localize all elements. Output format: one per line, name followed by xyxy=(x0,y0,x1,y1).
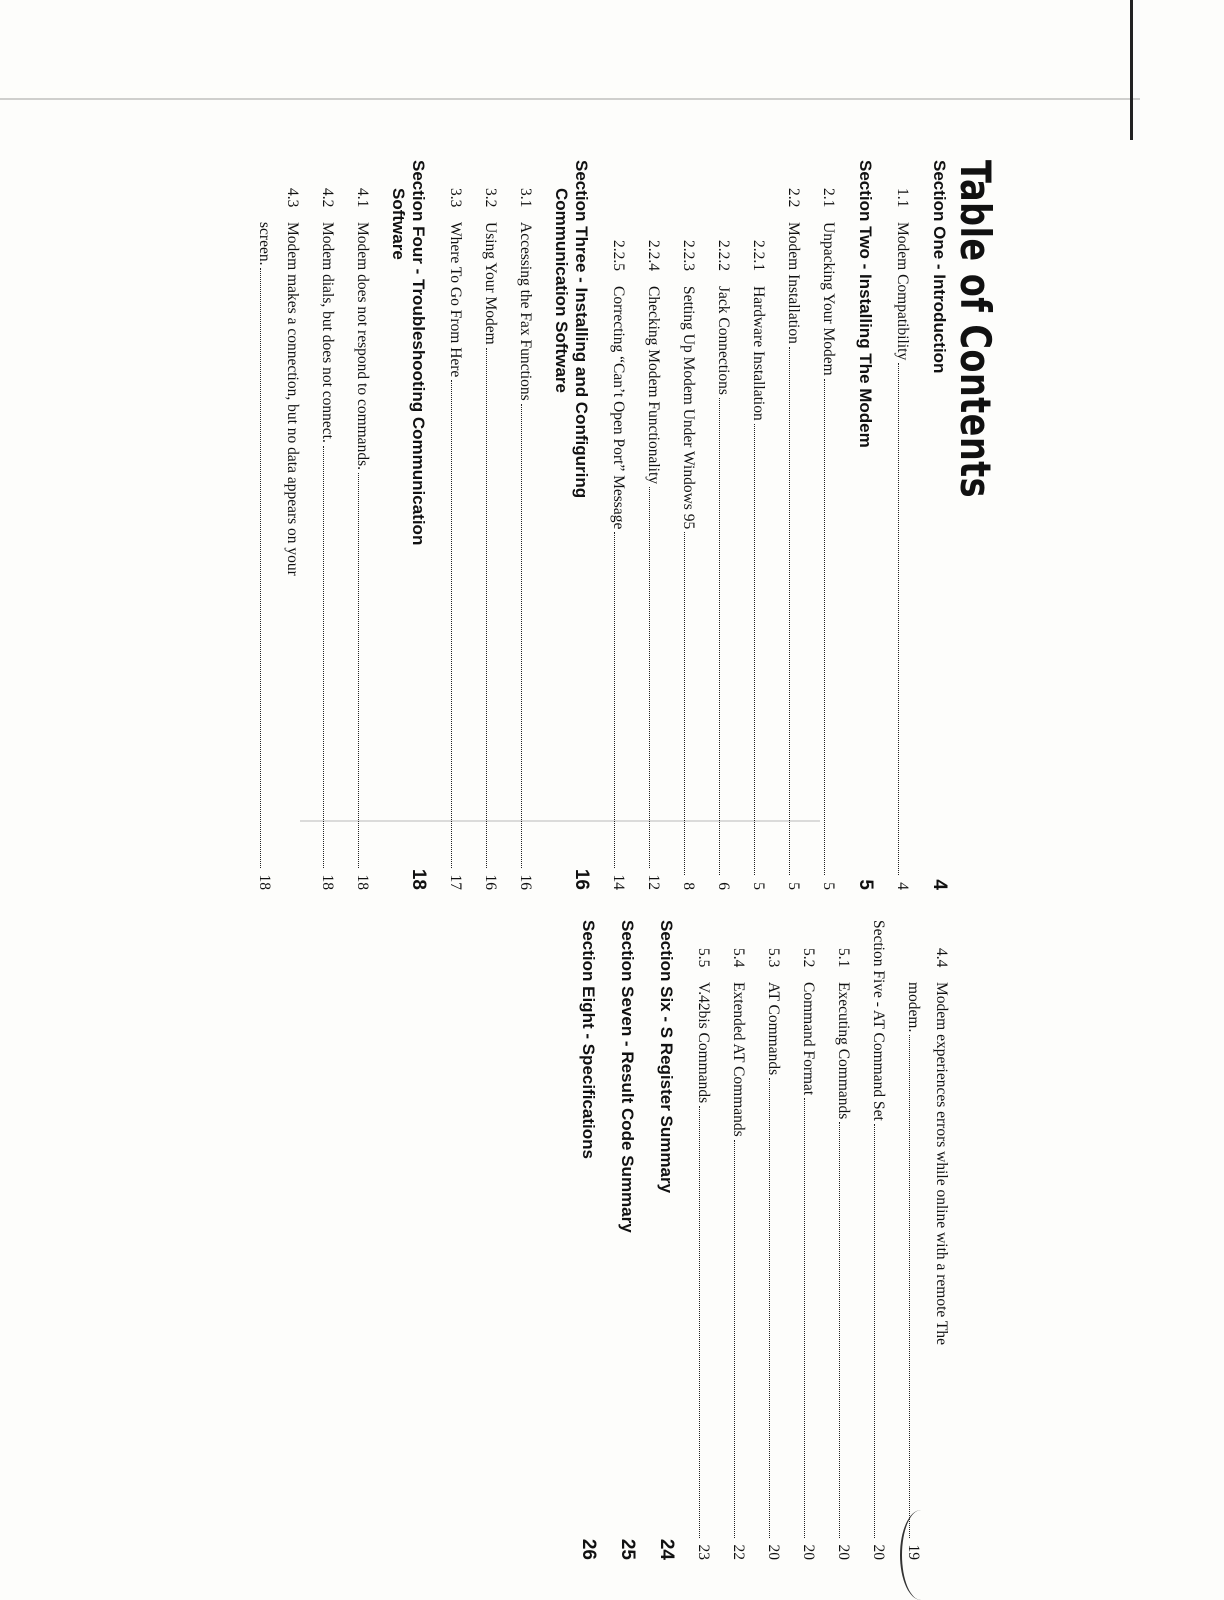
page-number: 18 xyxy=(256,874,273,890)
toc-entry xyxy=(516,160,534,890)
section-title-line: Section Six - S Register Summary xyxy=(657,920,676,1194)
toc-section-row xyxy=(616,920,638,1560)
toc-entry xyxy=(446,160,464,890)
entry-title: Where To Go From Here xyxy=(447,222,464,378)
page-number: 6 xyxy=(715,882,732,890)
page-number: 12 xyxy=(645,874,662,890)
page-number: 5 xyxy=(750,882,767,890)
entry-number: 1.1 xyxy=(894,188,911,208)
pen-mark xyxy=(900,1510,942,1600)
toc-section-row xyxy=(854,160,876,890)
entry-number: 4.3 xyxy=(284,188,301,208)
section-title xyxy=(551,160,591,865)
toc-section-row xyxy=(869,920,887,1560)
entry-title: Setting Up Modem Under Windows 95 xyxy=(680,286,697,530)
binding-edge xyxy=(1130,0,1133,140)
dot-leader xyxy=(898,363,899,875)
entry-line xyxy=(904,948,922,1560)
page-number: 22 xyxy=(730,1544,747,1560)
section-title xyxy=(578,920,598,1535)
entry-number: 5.4 xyxy=(730,948,747,968)
entry-title-cont: screen. xyxy=(256,222,273,266)
dot-leader xyxy=(260,268,261,867)
toc-section-row xyxy=(551,160,592,890)
dot-leader xyxy=(909,1035,910,1537)
dot-leader xyxy=(754,424,755,876)
page-number: 18 xyxy=(319,874,336,890)
entry-title: Checking Modem Functionality xyxy=(645,286,662,485)
page-number: 16 xyxy=(571,868,592,890)
section-title-line: Communication Software xyxy=(552,188,571,393)
section-title-line: Software xyxy=(389,188,408,260)
page-number: 16 xyxy=(482,874,499,890)
section-title-line: Section One - Introduction xyxy=(930,160,949,374)
entry-number: 3.3 xyxy=(447,188,464,208)
entry-line xyxy=(932,948,950,1560)
page-number: 20 xyxy=(765,1544,782,1560)
entry-number: 4.1 xyxy=(354,188,371,208)
toc-left-column xyxy=(238,160,950,890)
section-title xyxy=(388,160,428,865)
toc-entry xyxy=(834,920,852,1560)
entry-number: 2.2.3 xyxy=(680,240,697,271)
section-title-line: Section Eight - Specifications xyxy=(579,920,598,1159)
dot-leader xyxy=(824,379,825,876)
entry-number: 2.2.5 xyxy=(610,240,627,271)
toc-page xyxy=(90,130,1224,1560)
toc-entry xyxy=(904,920,950,1560)
entry-number: 5.1 xyxy=(835,948,852,968)
dot-leader xyxy=(521,404,522,868)
entry-title: Command Format xyxy=(800,982,817,1096)
page-title: Table of Contents xyxy=(951,160,1000,499)
toc-section-row xyxy=(388,160,429,890)
section-title-line: Section Two - Installing The Modem xyxy=(856,160,875,448)
toc-entry xyxy=(609,160,627,890)
dot-leader xyxy=(614,532,615,867)
dot-leader xyxy=(684,532,685,875)
entry-number: 2.2.2 xyxy=(715,240,732,271)
page-number: 20 xyxy=(870,1544,887,1560)
section-title xyxy=(656,920,676,1535)
page-number: 20 xyxy=(835,1544,852,1560)
entry-title: Accessing the Fax Functions xyxy=(517,222,534,401)
entry-number: 5.5 xyxy=(695,948,712,968)
entry-title: AT Commands xyxy=(765,982,782,1076)
entry-title: Modem makes a connection, but no data appears on your xyxy=(284,222,301,576)
dot-leader xyxy=(804,1098,805,1537)
toc-entry xyxy=(893,160,911,890)
page-number: 14 xyxy=(610,874,627,890)
toc-section-row xyxy=(577,920,599,1560)
entry-title: Modem does not respond to commands. xyxy=(354,222,371,470)
page-number: 25 xyxy=(617,1538,638,1560)
toc-entry xyxy=(799,920,817,1560)
page-number: 8 xyxy=(680,882,697,890)
dot-leader xyxy=(769,1078,770,1537)
toc-right-column xyxy=(560,920,950,1560)
dot-leader xyxy=(789,347,790,875)
section-title-line: Section Five - AT Command Set xyxy=(870,920,887,1121)
page-number: 26 xyxy=(578,1538,599,1560)
toc-section-row xyxy=(655,920,677,1560)
dot-leader xyxy=(451,380,452,867)
section-title-line: Section Four - Troubleshooting Communication xyxy=(409,160,428,546)
entry-number: 2.2 xyxy=(785,188,802,208)
page-number: 18 xyxy=(408,868,429,890)
page-number: 19 xyxy=(905,1544,922,1560)
section-title xyxy=(855,160,875,875)
page-number: 23 xyxy=(695,1544,712,1560)
dot-leader xyxy=(358,473,359,868)
entry-number: 2.2.1 xyxy=(750,240,767,271)
page-number: 5 xyxy=(785,882,802,890)
dot-leader xyxy=(649,487,650,867)
entry-number: 5.3 xyxy=(765,948,782,968)
entry-title: Hardware Installation xyxy=(750,286,767,421)
page-number: 4 xyxy=(929,879,950,890)
dot-leader xyxy=(323,446,324,868)
dot-leader xyxy=(734,1140,735,1538)
entry-line xyxy=(255,188,273,890)
section-title xyxy=(869,920,887,1121)
entry-title: Executing Commands xyxy=(835,982,852,1120)
toc-section-row xyxy=(928,160,950,890)
dot-leader xyxy=(874,1124,875,1538)
page-number: 4 xyxy=(894,882,911,890)
entry-title: Using Your Modem xyxy=(482,222,499,345)
toc-entry xyxy=(694,920,712,1560)
page-number: 5 xyxy=(820,882,837,890)
page-number: 18 xyxy=(354,874,371,890)
toc-entry xyxy=(819,160,837,890)
entry-number: 3.1 xyxy=(517,188,534,208)
entry-title: Modem dials, but does not connect. xyxy=(319,222,336,443)
section-title xyxy=(929,160,949,875)
scan-noise xyxy=(0,98,1140,100)
entry-title: Extended AT Commands xyxy=(730,982,747,1137)
page-number: 20 xyxy=(800,1544,817,1560)
toc-entry xyxy=(481,160,499,890)
entry-title-cont: modem. xyxy=(905,982,922,1033)
toc-entry xyxy=(353,160,371,890)
entry-title: Unpacking Your Modem xyxy=(820,222,837,376)
toc-entry xyxy=(729,920,747,1560)
dot-leader xyxy=(839,1122,840,1537)
dot-leader xyxy=(719,398,720,875)
entry-number: 2.1 xyxy=(820,188,837,208)
toc-entry xyxy=(318,160,336,890)
page-number: 24 xyxy=(656,1538,677,1560)
page-number: 17 xyxy=(447,874,464,890)
toc-entry xyxy=(644,160,662,890)
toc-entry xyxy=(679,160,697,890)
dot-leader xyxy=(699,1106,700,1537)
entry-title: Modem experiences errors while online with a remote The xyxy=(933,982,950,1345)
entry-number: 3.2 xyxy=(482,188,499,208)
toc-entry xyxy=(764,920,782,1560)
toc-entry xyxy=(255,160,301,890)
entry-title: Jack Connections xyxy=(715,286,732,395)
entry-line xyxy=(283,188,301,890)
entry-number: 4.4 xyxy=(933,948,950,968)
dot-leader xyxy=(486,348,487,868)
entry-title: V.42bis Commands xyxy=(695,982,712,1104)
page-number: 16 xyxy=(517,874,534,890)
toc-entry xyxy=(714,160,732,890)
entry-title: Modem Installation xyxy=(785,222,802,344)
entry-number: 4.2 xyxy=(319,188,336,208)
section-title-line: Section Three - Installing and Configuring xyxy=(572,160,591,499)
entry-number: 5.2 xyxy=(800,948,817,968)
section-title xyxy=(617,920,637,1535)
entry-number: 2.2.4 xyxy=(645,240,662,271)
page-number: 5 xyxy=(855,879,876,890)
toc-entry xyxy=(784,160,802,890)
toc-entry xyxy=(749,160,767,890)
section-title-line: Section Seven - Result Code Summary xyxy=(618,920,637,1233)
entry-title: Correcting “Can’t Open Port” Message xyxy=(610,286,627,530)
entry-title: Modem Compatibility xyxy=(894,222,911,361)
